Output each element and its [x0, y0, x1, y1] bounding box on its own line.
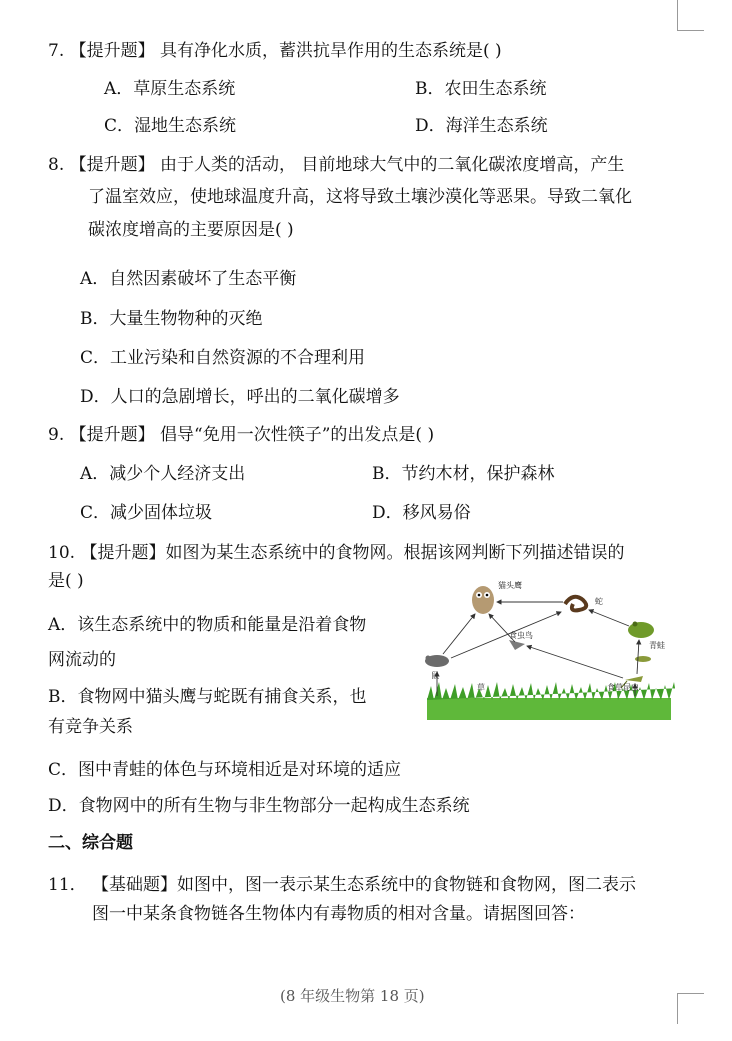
q11-stem-line-1: 11． 【基础题】如图中，图一表示某生态系统中的食物链和食物网，图二表示 [48, 875, 637, 895]
q11-stem-line-2: 图一中某条食物链各生物体内有毒物质的相对含量。请据图回答： [92, 904, 585, 924]
q10-option-a-line-1: A．该生态系统中的物质和能量是沿着食物 [48, 615, 367, 635]
label-grass: 草 [477, 683, 485, 692]
q9-option-a: A．减少个人经济支出 [80, 464, 246, 484]
mouse-illustration [425, 655, 449, 667]
q10-option-a-line-2: 网流动的 [48, 650, 116, 670]
q9-option-b: B．节约木材，保护森林 [372, 464, 555, 484]
label-mouse: 鼠 [431, 671, 439, 680]
page-corner-mark-top [677, 0, 704, 31]
q10-option-b-line-1: B．食物网中猫头鹰与蛇既有捕食关系，也 [48, 687, 367, 707]
label-snake: 蛇 [595, 597, 603, 606]
owl-illustration [472, 586, 494, 614]
q9-option-c: C．减少固体垃圾 [80, 503, 213, 523]
q9-stem: 9. 【提升题】 倡导“免用一次性筷子”的出发点是( ) [48, 425, 435, 445]
q10-option-b-line-2: 有竞争关系 [48, 717, 133, 737]
q10-option-d: D．食物网中的所有生物与非生物部分一起构成生态系统 [48, 796, 470, 816]
page-corner-mark-bottom [677, 993, 704, 1024]
food-web-figure [423, 580, 675, 725]
q8-stem-line-3: 碳浓度增高的主要原因是( ) [88, 220, 294, 240]
q7-option-a: A．草原生态系统 [104, 79, 236, 99]
page-footer: (8 年级生物第 18 页) [280, 987, 425, 1005]
q8-stem-line-2: 了温室效应，使地球温度升高，这将导致土壤沙漠化等恶果。导致二氧化 [88, 187, 632, 207]
bird-illustration [509, 640, 525, 650]
q8-option-c: C．工业污染和自然资源的不合理利用 [80, 348, 366, 368]
q10-stem-line-1: 10. 【提升题】如图为某生态系统中的食物网。根据该网判断下列描述错误的 [48, 543, 625, 563]
q9-option-d: D．移风易俗 [372, 503, 471, 523]
q8-option-b: B．大量生物物种的灭绝 [80, 309, 263, 329]
section-title: 二、综合题 [48, 833, 133, 853]
label-bird: 食虫鸟 [509, 631, 533, 640]
q8-stem-line-1: 8. 【提升题】 由于人类的活动， 目前地球大气中的二氧化碳浓度增高，产生 [48, 155, 625, 175]
frog-illustration [628, 622, 654, 639]
q10-stem-line-2: 是( ) [48, 571, 84, 591]
q10-option-c: C．图中青蛙的体色与环境相近是对环境的适应 [48, 760, 402, 780]
label-insect: 食草昆虫 [607, 683, 639, 692]
label-owl: 猫头鹰 [498, 581, 522, 590]
q8-option-a: A．自然因素破坏了生态平衡 [80, 269, 297, 289]
q7-stem: 7. 【提升题】 具有净化水质，蓄洪抗旱作用的生态系统是( ) [48, 41, 502, 61]
food-web-arrows [437, 602, 639, 696]
q8-option-d: D．人口的急剧增长，呼出的二氧化碳增多 [80, 387, 400, 407]
q7-option-b: B．农田生态系统 [415, 79, 547, 99]
q7-option-c: C．湿地生态系统 [104, 116, 237, 136]
q7-option-d: D．海洋生态系统 [415, 116, 548, 136]
label-frog: 青蛙 [649, 641, 665, 650]
snake-illustration [565, 597, 586, 611]
